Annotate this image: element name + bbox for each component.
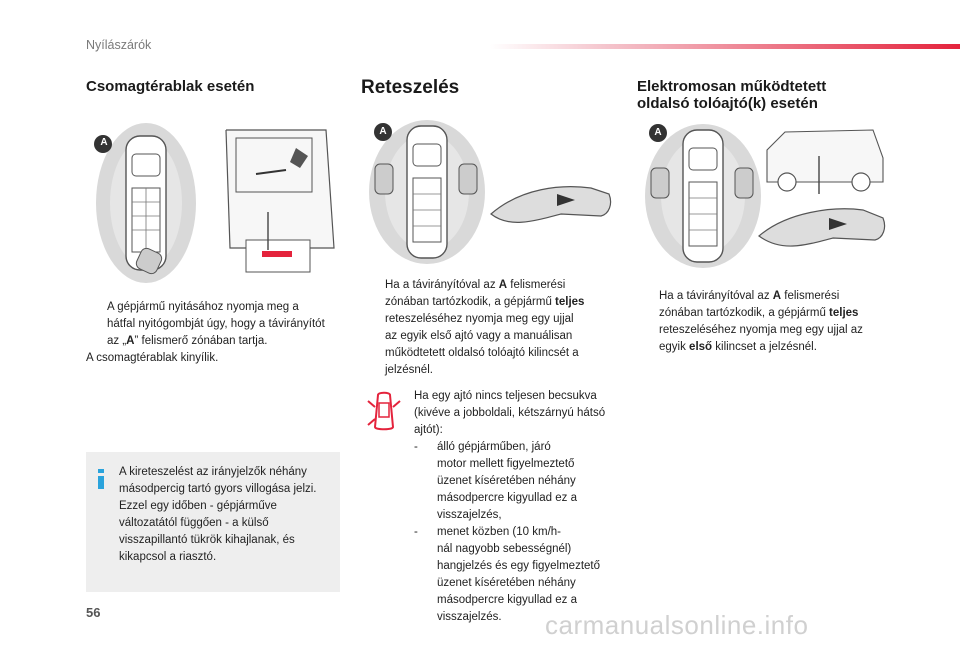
right-text-line: kilincset a jelzésnél. — [712, 341, 817, 353]
right-bullet-item — [638, 288, 898, 356]
middle-section-title: Reteszelés — [361, 77, 460, 98]
zone-a-label-middle: A — [379, 126, 387, 137]
warning-line: hangjelzés és egy figyelmeztető — [437, 560, 601, 572]
middle-text-line: Ha a távirányítóval az — [385, 279, 499, 291]
middle-text-line: reteszeléséhez nyomja meg egy ujjal — [385, 313, 574, 325]
zone-a-bold: A — [126, 335, 135, 347]
middle-text-line: működtetett oldalsó tolóajtó kilincsét a — [385, 347, 579, 359]
zone-a-label-left: A — [100, 137, 108, 148]
warning-line: menet közben (10 km/h- — [437, 526, 562, 538]
right-text-line: felismerési — [781, 290, 840, 302]
warning-line: másodpercre kigyullad ez a — [437, 594, 577, 606]
left-text-line: ” felismerő zónában tartja. — [134, 335, 268, 347]
zone-a-bold: A — [772, 290, 782, 302]
warning-text — [414, 388, 624, 626]
dash-bullet: - — [414, 526, 418, 538]
middle-text-line: felismerési — [507, 279, 566, 291]
left-text-line: hátfal nyitógombját úgy, hogy a távirányítót — [107, 318, 325, 330]
warning-line: üzenet kíséretében néhány — [437, 475, 576, 487]
info-line: A kireteszelést az irányjelzők néhány — [119, 466, 307, 478]
right-text-line: zónában tartózkodik, a gépjármű — [659, 307, 830, 319]
bold-elso: első — [689, 341, 713, 353]
info-line: kikapcsol a riasztó. — [119, 551, 217, 563]
info-line: másodpercig tartó gyors villogása jelzi. — [119, 483, 317, 495]
warning-line: motor mellett figyelmeztető — [437, 458, 575, 470]
warning-line: (kivéve a jobboldali, kétszárnyú hátsó — [414, 407, 606, 419]
middle-text-line: az egyik első ajtó vagy a manuálisan — [385, 330, 573, 342]
info-line: Ezzel egy időben - gépjárműve — [119, 500, 277, 512]
locking-illustration — [361, 118, 621, 268]
middle-instruction — [364, 277, 624, 379]
info-box — [86, 452, 340, 592]
bold-teljes: teljes — [555, 296, 585, 308]
left-result-text: A csomagtérablak kinyílik. — [86, 352, 219, 364]
middle-text-line: zónában tartózkodik, a gépjármű — [385, 296, 556, 308]
left-instruction — [86, 299, 346, 367]
door-open-warning-icon — [366, 391, 402, 431]
header-accent-bar — [490, 44, 960, 49]
warning-line: Ha egy ajtó nincs teljesen becsukva — [414, 390, 597, 402]
left-section-title: Csomagtérablak esetén — [86, 78, 255, 95]
sliding-door-illustration — [637, 118, 897, 273]
info-icon — [96, 469, 106, 489]
right-text-line: reteszeléséhez nyomja meg egy ujjal az — [659, 324, 863, 336]
warning-line: nál nagyobb sebességnél) — [437, 543, 572, 555]
section-header-title: Nyílászárók — [86, 38, 152, 52]
right-title-line: Elektromosan működtetett — [637, 78, 827, 95]
left-text-line: az „ — [107, 335, 127, 347]
middle-text-line: jelzésnél. — [385, 364, 433, 376]
warning-line: ajtót): — [414, 424, 443, 436]
zone-a-label-right: A — [654, 127, 662, 138]
info-text — [119, 464, 339, 566]
info-line: változatától függően - a külső — [119, 517, 269, 529]
right-text-line: Ha a távirányítóval az — [659, 290, 773, 302]
bold-teljes: teljes — [829, 307, 859, 319]
right-title-line: oldalsó tolóajtó(k) esetén — [637, 95, 818, 112]
watermark: carmanualsonline.info — [545, 610, 809, 640]
tailgate-window-illustration — [86, 118, 346, 288]
dash-bullet: - — [414, 441, 418, 453]
right-section-title — [637, 78, 826, 112]
warning-line: visszajelzés. — [437, 611, 502, 623]
left-bullet-item — [86, 299, 346, 350]
warning-line: másodpercre kigyullad ez a — [437, 492, 577, 504]
page-number: 56 — [86, 605, 101, 620]
middle-bullet-item — [364, 277, 624, 379]
right-text-line: egyik — [659, 341, 690, 353]
warning-line: álló gépjárműben, járó — [437, 441, 551, 453]
zone-a-bold: A — [498, 279, 508, 291]
warning-line: üzenet kíséretében néhány — [437, 577, 576, 589]
info-line: visszapillantó tükrök kihajlanak, és — [119, 534, 295, 546]
left-text-line: A gépjármű nyitásához nyomja meg a — [107, 301, 299, 313]
warning-line: visszajelzés, — [437, 509, 502, 521]
right-instruction — [638, 288, 898, 356]
